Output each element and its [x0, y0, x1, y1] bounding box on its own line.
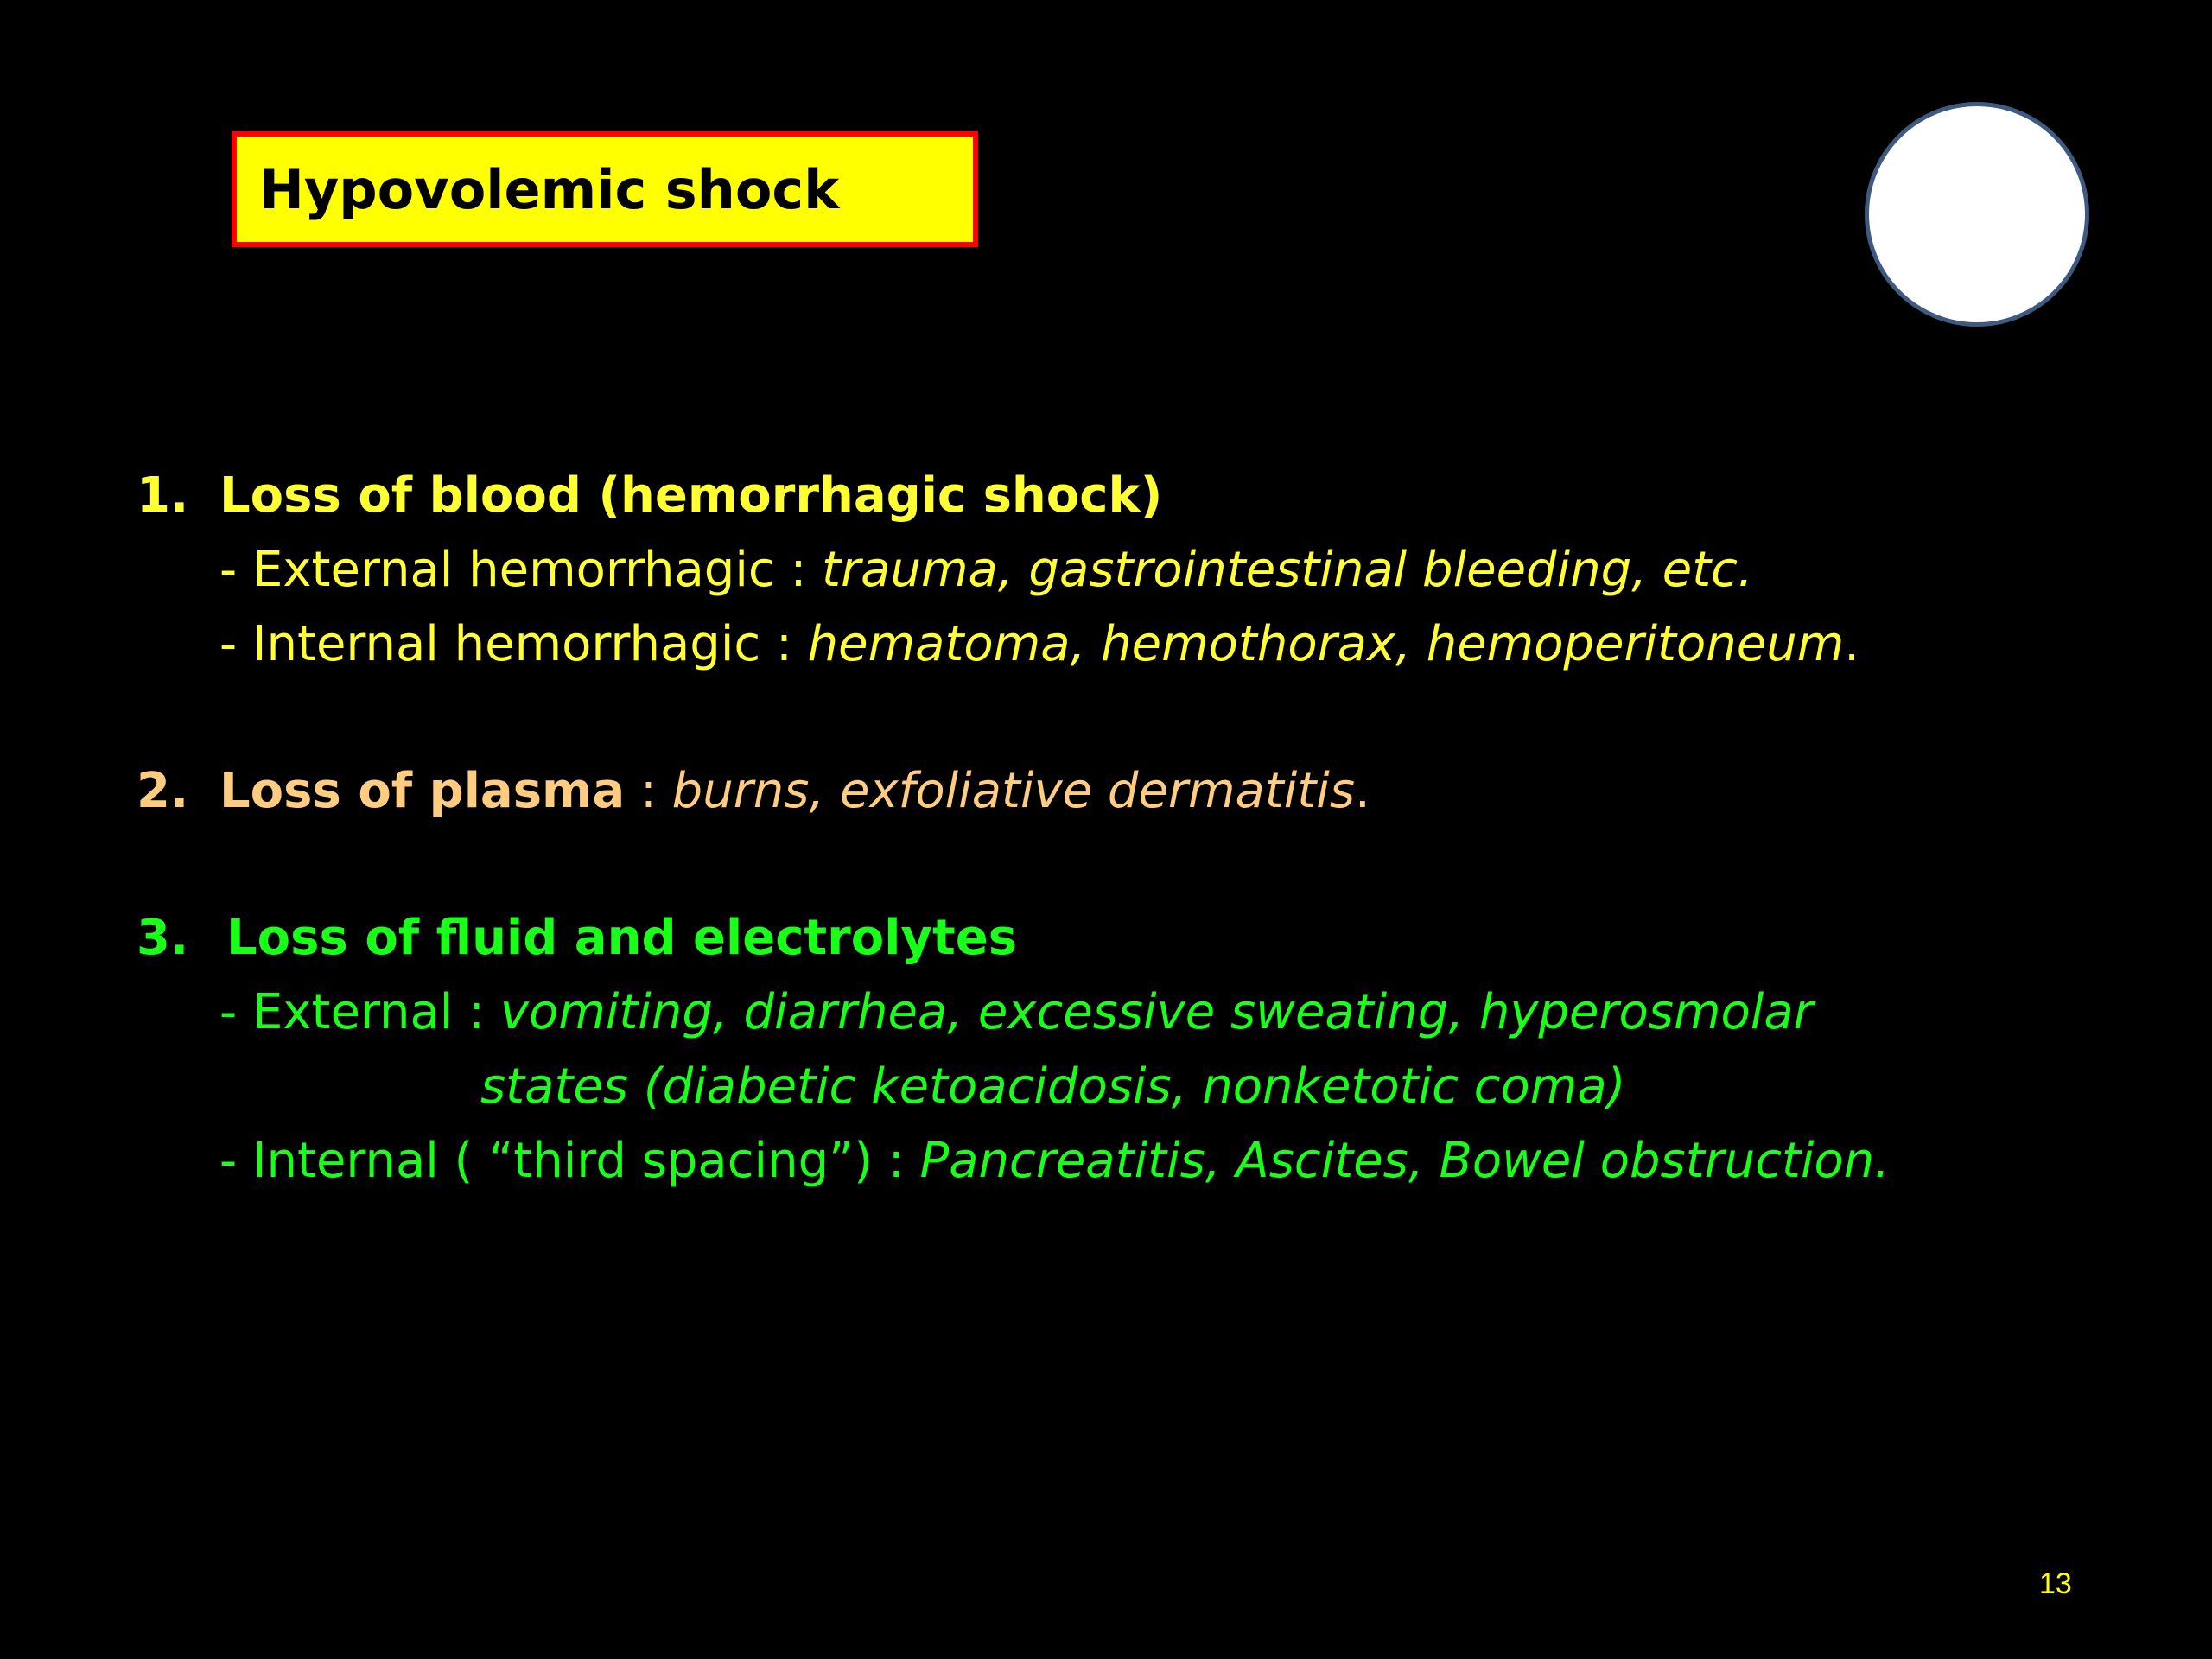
item-2-end: .	[1355, 763, 1370, 819]
item-3-line-1-label: - External :	[219, 984, 500, 1040]
item-2-number: 2.	[137, 763, 189, 819]
item-1-line-2	[219, 616, 1860, 672]
item-1-line-2-end: .	[1844, 616, 1860, 672]
item-1-line-2-label: - Internal hemorrhagic :	[219, 616, 808, 672]
item-1-line-1	[219, 542, 1753, 598]
item-3-heading: Loss of fluid and electrolytes	[226, 910, 1018, 966]
item-2-heading: Loss of plasma	[219, 763, 626, 819]
item-3-line-2: states (diabetic ketoacidosis, nonketotic coma)	[480, 1058, 1626, 1115]
slide-title: Hypovolemic shock	[259, 157, 840, 221]
item-1-line-1-detail: trauma, gastrointestinal bleeding, etc.	[822, 542, 1753, 598]
item-3-line-3-detail: Pancreatitis, Ascites, Bowel obstruction.	[919, 1133, 1891, 1189]
item-2-separator: :	[625, 763, 672, 819]
item-1-number: 1.	[137, 467, 189, 524]
circle-shape	[1865, 102, 2089, 327]
page-number: 13	[2039, 1567, 2072, 1600]
item-2-detail: burns, exfoliative dermatitis	[671, 763, 1356, 819]
item-2-line	[219, 763, 1370, 819]
item-3-line-3	[219, 1133, 1891, 1189]
item-3-line-1-detail: vomiting, diarrhea, excessive sweating, hyperosmolar	[499, 984, 1814, 1040]
title-box	[232, 131, 978, 247]
item-3-line-1	[219, 984, 1814, 1040]
item-3-number: 3.	[137, 910, 189, 966]
item-1-line-2-detail: hematoma, hemothorax, hemoperitoneum	[807, 616, 1845, 672]
item-1-heading: Loss of blood (hemorrhagic shock)	[219, 467, 1163, 524]
item-1-line-1-label: - External hemorrhagic :	[219, 542, 823, 598]
item-3-line-3-label: - Internal ( “third spacing”) :	[219, 1133, 920, 1189]
